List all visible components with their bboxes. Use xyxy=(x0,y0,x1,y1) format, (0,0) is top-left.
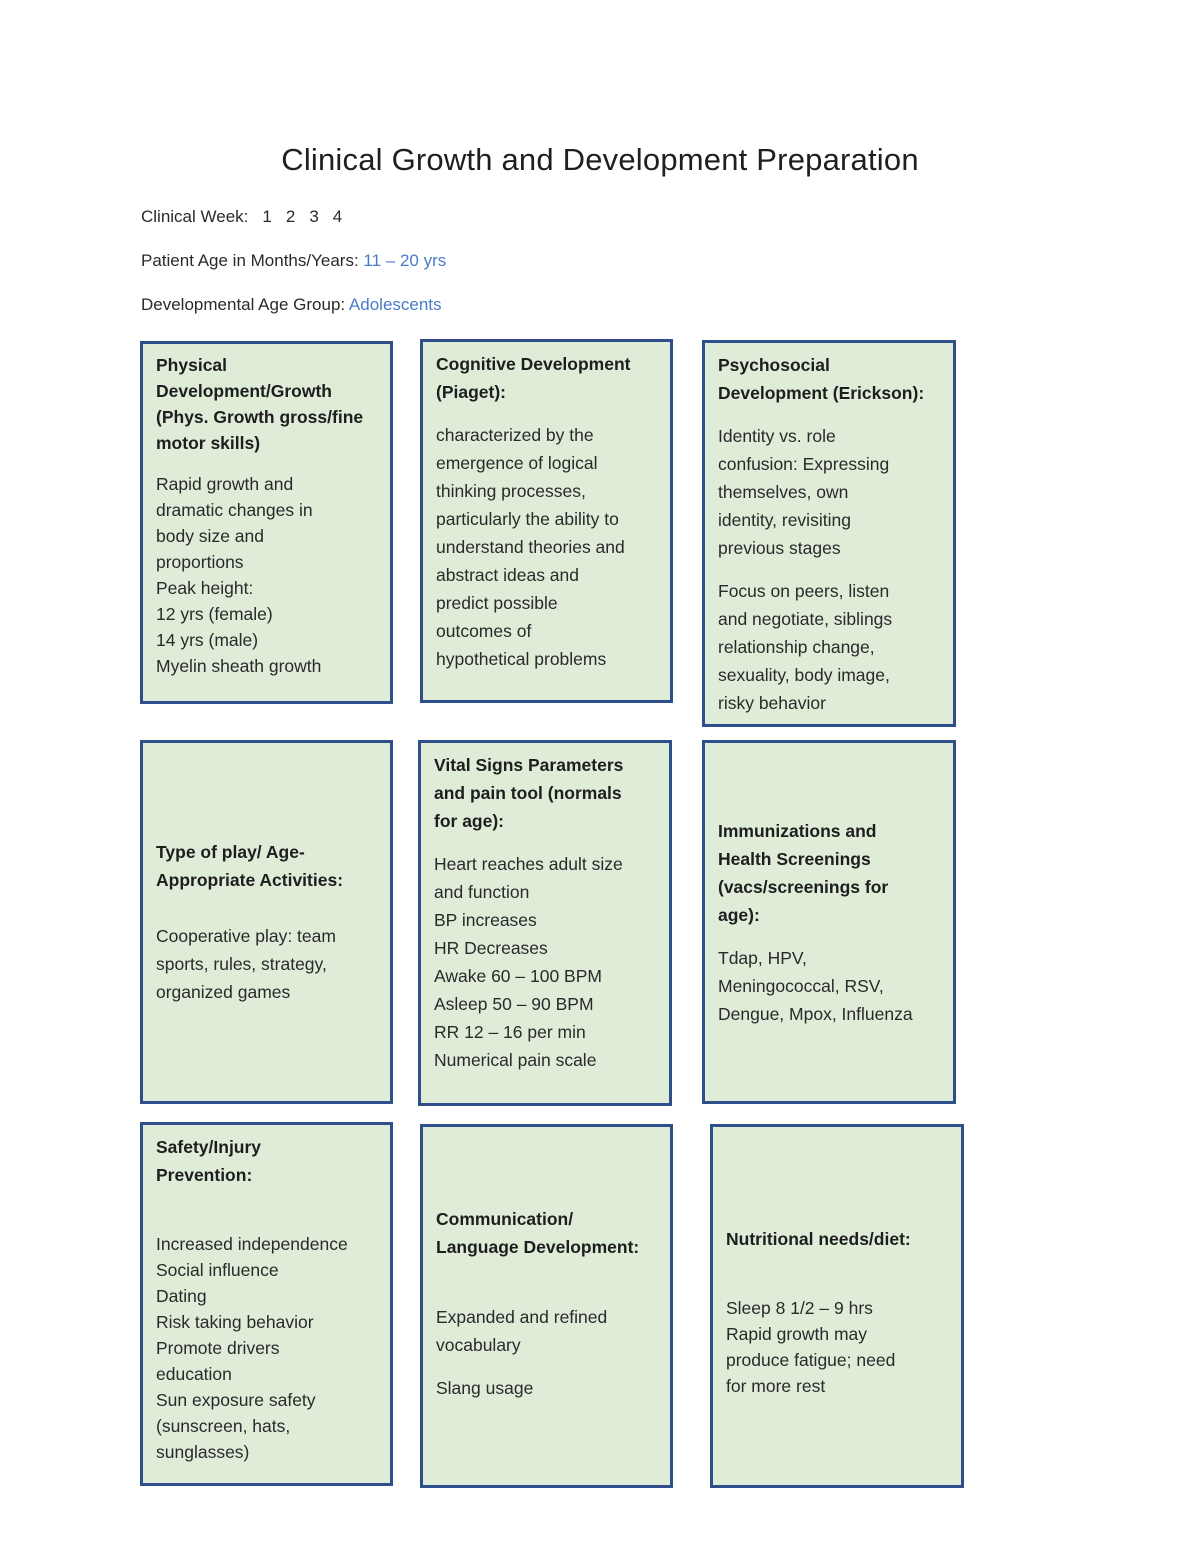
body-line: themselves, own xyxy=(718,482,849,502)
body-line: Expanded and refined xyxy=(436,1307,608,1327)
clinical-week-row xyxy=(141,207,342,227)
body-line: Tdap, HPV, xyxy=(718,947,807,968)
body-line: HR Decreases xyxy=(434,938,548,958)
body-line: produce fatigue; need xyxy=(726,1350,896,1370)
heading-line: Physical xyxy=(156,355,228,375)
body-line: Heart reaches adult size xyxy=(434,854,623,874)
heading-line: (Phys. Growth gross/fine xyxy=(156,407,364,427)
body-line: relationship change, xyxy=(718,637,875,657)
body-line: Numerical pain scale xyxy=(434,1050,597,1070)
vital-signs-card xyxy=(418,740,672,1106)
heading-line: Language Development: xyxy=(436,1237,640,1257)
nutritional-needs-card xyxy=(710,1124,964,1488)
body-line: (sunscreen, hats, xyxy=(156,1416,291,1436)
body-line: Slang usage xyxy=(436,1378,534,1398)
heading-line: (vacs/screenings for xyxy=(718,876,889,897)
heading-line: motor skills) xyxy=(156,433,261,453)
body-line: Myelin sheath growth xyxy=(156,656,322,676)
card-body xyxy=(436,1303,658,1359)
physical-development-card xyxy=(140,341,393,704)
body-line: particularly the ability to xyxy=(436,509,619,529)
heading-line: for age): xyxy=(434,811,504,831)
card-body xyxy=(718,944,941,1028)
heading-line: Psychosocial xyxy=(718,355,830,375)
body-line: RR 12 – 16 per min xyxy=(434,1022,586,1042)
card-heading xyxy=(718,351,941,407)
body-line: outcomes of xyxy=(436,621,532,641)
card-heading xyxy=(156,1133,378,1189)
body-line: Meningococcal, RSV, xyxy=(718,975,884,996)
card-body xyxy=(718,422,941,562)
body-line: organized games xyxy=(156,982,291,1002)
heading-line: Appropriate Activities: xyxy=(156,870,344,890)
body-line: for more rest xyxy=(726,1376,826,1396)
card-body xyxy=(156,471,378,679)
heading-line: Type of play/ Age- xyxy=(156,842,305,862)
card-heading xyxy=(156,838,378,894)
psychosocial-development-card xyxy=(702,340,956,727)
card-heading xyxy=(726,1225,949,1253)
body-line: Dengue, Mpox, Influenza xyxy=(718,1003,913,1024)
communication-language-card xyxy=(420,1124,673,1488)
heading-line: and pain tool (normals xyxy=(434,783,622,803)
heading-line: Cognitive Development xyxy=(436,354,631,374)
heading-line: Communication/ xyxy=(436,1209,574,1229)
body-line: body size and xyxy=(156,526,264,546)
body-line: hypothetical problems xyxy=(436,649,607,669)
heading-line: Vital Signs Parameters xyxy=(434,755,624,775)
body-line: Dating xyxy=(156,1286,207,1306)
developmental-group-label: Developmental Age Group: xyxy=(141,295,346,314)
body-line: 14 yrs (male) xyxy=(156,630,259,650)
patient-age-label: Patient Age in Months/Years: xyxy=(141,251,359,270)
body-line: understand theories and xyxy=(436,537,625,557)
heading-line: Development (Erickson): xyxy=(718,383,925,403)
card-body xyxy=(718,577,941,717)
heading-line: (Piaget): xyxy=(436,382,506,402)
heading-line: Health Screenings xyxy=(718,848,871,869)
body-line: emergence of logical xyxy=(436,453,598,473)
safety-injury-card xyxy=(140,1122,393,1486)
body-line: Asleep 50 – 90 BPM xyxy=(434,994,594,1014)
body-line: sports, rules, strategy, xyxy=(156,954,327,974)
play-activities-card xyxy=(140,740,393,1104)
clinical-week-option: 1 xyxy=(262,207,272,226)
card-heading xyxy=(434,751,657,835)
body-line: abstract ideas and xyxy=(436,565,580,585)
body-line: identity, revisiting xyxy=(718,510,851,530)
body-line: characterized by the xyxy=(436,425,594,445)
body-line: Increased independence xyxy=(156,1234,348,1254)
patient-age-value: 11 – 20 yrs xyxy=(363,251,447,270)
body-line: risky behavior xyxy=(718,693,826,713)
body-line: thinking processes, xyxy=(436,481,586,501)
body-line: Identity vs. role xyxy=(718,426,836,446)
body-line: Risk taking behavior xyxy=(156,1312,314,1332)
patient-age-row xyxy=(141,251,446,271)
clinical-week-label: Clinical Week: xyxy=(141,207,249,226)
body-line: Awake 60 – 100 BPM xyxy=(434,966,602,986)
body-line: vocabulary xyxy=(436,1335,521,1355)
body-line: Promote drivers xyxy=(156,1338,280,1358)
heading-line: age): xyxy=(718,904,760,925)
body-line: previous stages xyxy=(718,538,841,558)
card-body xyxy=(156,1231,378,1465)
cognitive-development-card xyxy=(420,339,673,703)
body-line: Social influence xyxy=(156,1260,279,1280)
body-line: confusion: Expressing xyxy=(718,454,890,474)
body-line: 12 yrs (female) xyxy=(156,604,273,624)
heading-line: Nutritional needs/diet: xyxy=(726,1229,911,1249)
heading-line: Prevention: xyxy=(156,1165,253,1185)
body-line: Rapid growth and xyxy=(156,474,294,494)
body-line: BP increases xyxy=(434,910,537,930)
clinical-week-option: 2 xyxy=(285,207,296,226)
card-body xyxy=(156,922,378,1006)
body-line: Peak height: xyxy=(156,578,254,598)
page-title: Clinical Growth and Development Preparation xyxy=(281,142,919,177)
body-line: proportions xyxy=(156,552,244,572)
heading-line: Immunizations and xyxy=(718,820,877,841)
body-line: Rapid growth may xyxy=(726,1324,868,1344)
card-heading xyxy=(156,352,378,456)
body-line: Sun exposure safety xyxy=(156,1390,316,1410)
heading-line: Safety/Injury xyxy=(156,1137,262,1157)
card-body xyxy=(726,1295,949,1399)
clinical-week-option: 3 xyxy=(309,207,319,226)
card-body xyxy=(436,421,658,673)
body-line: sexuality, body image, xyxy=(718,665,890,685)
card-body xyxy=(434,850,657,1074)
body-line: Focus on peers, listen xyxy=(718,581,890,601)
card-heading xyxy=(436,350,658,406)
body-line: and function xyxy=(434,882,530,902)
heading-line: Development/Growth xyxy=(156,381,332,401)
body-line: and negotiate, siblings xyxy=(718,609,893,629)
developmental-group-value: Adolescents xyxy=(348,295,442,314)
clinical-week-option: 4 xyxy=(332,207,343,226)
card-heading xyxy=(718,817,941,929)
card-heading xyxy=(436,1205,658,1261)
developmental-group-row xyxy=(141,295,442,315)
body-line: dramatic changes in xyxy=(156,500,313,520)
card-body xyxy=(436,1374,658,1402)
immunizations-card xyxy=(702,740,956,1104)
body-line: Cooperative play: team xyxy=(156,926,336,946)
body-line: predict possible xyxy=(436,593,558,613)
body-line: sunglasses) xyxy=(156,1442,250,1462)
body-line: education xyxy=(156,1364,232,1384)
body-line: Sleep 8 1/2 – 9 hrs xyxy=(726,1298,873,1318)
